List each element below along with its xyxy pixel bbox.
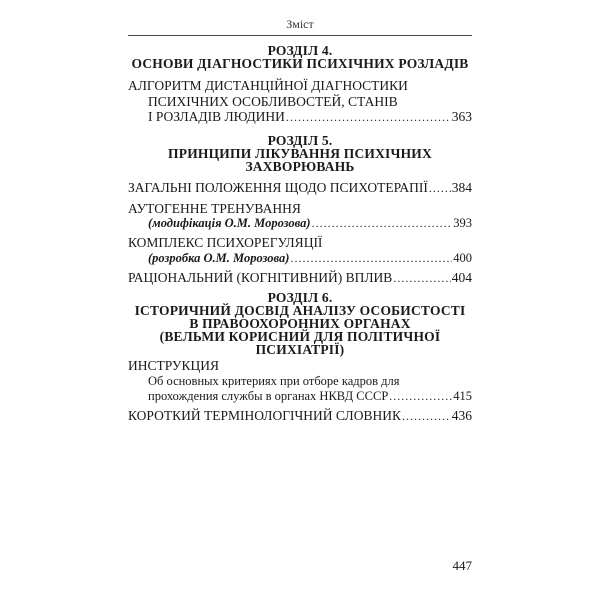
dot-leader [389,389,452,404]
toc-entry-text: ЗАГАЛЬНІ ПОЛОЖЕННЯ ЩОДО ПСИХОТЕРАПІЇ [128,180,428,195]
section-4-number: РОЗДІЛ 4. [267,43,333,58]
dot-leader [429,181,451,197]
section-5 [128,134,472,173]
header-rule [128,35,472,36]
section-5-entries [128,180,472,286]
toc-entry-subtitle: (модифікація О.М. Морозова) [148,216,311,230]
dot-leader [312,216,453,231]
section-6-title-line2: В ПРАВООХОРОННИХ ОРГАНАХ [189,316,411,331]
section-6-number: РОЗДІЛ 6. [267,290,333,305]
toc-entry-algorithm-line2: ПСИХІЧНИХ ОСОБЛИВОСТЕЙ, СТАНІВ [148,93,398,109]
toc-page-number: 400 [453,250,472,265]
toc-entry-psychoregulation-line2 [128,251,472,266]
section-4-entries [128,78,472,126]
toc-entry-general-psychotherapy [128,180,472,197]
toc-entry-text: РАЦІОНАЛЬНИЙ (КОГНІТИВНИЙ) ВПЛИВ [128,269,393,285]
running-head: Зміст [286,17,314,31]
dot-leader [393,271,450,287]
section-6-entries [128,358,472,424]
section-6-title-line4: ПСИХІАТРІЇ) [255,342,345,357]
section-5-number: РОЗДІЛ 5. [267,133,333,148]
toc-entry-rational-influence [128,270,472,287]
toc-entry-instruction-line3 [128,389,472,404]
section-4-title: ОСНОВИ ДІАГНОСТИКИ ПСИХІЧНИХ РОЗЛАДІВ [131,56,469,71]
dot-leader [286,110,451,126]
section-4 [128,44,472,70]
section-6 [128,291,472,356]
toc-entry-algorithm-line1: АЛГОРИТМ ДИСТАНЦІЙНОЇ ДІАГНОСТИКИ [128,78,408,93]
toc-page-number: 404 [451,269,472,285]
toc-page-number: 363 [451,109,472,124]
toc-entry-text: прохождения службы в органах НКВД СССР [148,388,389,403]
toc-entry-text: КОРОТКИЙ ТЕРМІНОЛОГІЧНИЙ СЛОВНИК [128,407,401,423]
page-number: 447 [452,558,472,573]
toc-entry-autogenic-line2 [128,216,472,231]
toc-entry-autogenic-line1: АУТОГЕННЕ ТРЕНУВАННЯ [128,200,301,216]
section-5-title-line2: ЗАХВОРЮВАНЬ [245,159,355,174]
toc-entry-subtitle: (розробка О.М. Морозова) [148,250,290,265]
section-6-title-line3: (ВЕЛЬМИ КОРИСНИЙ ДЛЯ ПОЛІТИЧНОЇ [159,329,441,344]
toc-page-number: 436 [451,407,472,423]
dot-leader [290,251,452,266]
section-6-title-line1: ІСТОРИЧНИЙ ДОСВІД АНАЛІЗУ ОСОБИСТОСТІ [134,303,466,318]
toc-entry-psychoregulation-line1: КОМПЛЕКС ПСИХОРЕГУЛЯЦІЇ [128,235,323,250]
toc-entry-text: І РОЗЛАДІВ ЛЮДИНИ [148,109,285,124]
toc-entry-glossary [128,408,472,425]
toc-entry-algorithm-line3 [128,109,472,126]
toc-entry-instruction-line2: Об основных критериях при отборе кадров для [148,373,400,388]
toc-page-number: 393 [453,216,472,230]
dot-leader [402,409,451,425]
toc-page-number: 384 [451,180,472,195]
toc-page-number: 415 [453,388,472,403]
section-5-title-line1: ПРИНЦИПИ ЛІКУВАННЯ ПСИХІЧНИХ [168,146,432,161]
toc-entry-instruction-line1: ИНСТРУКЦИЯ [128,358,219,373]
